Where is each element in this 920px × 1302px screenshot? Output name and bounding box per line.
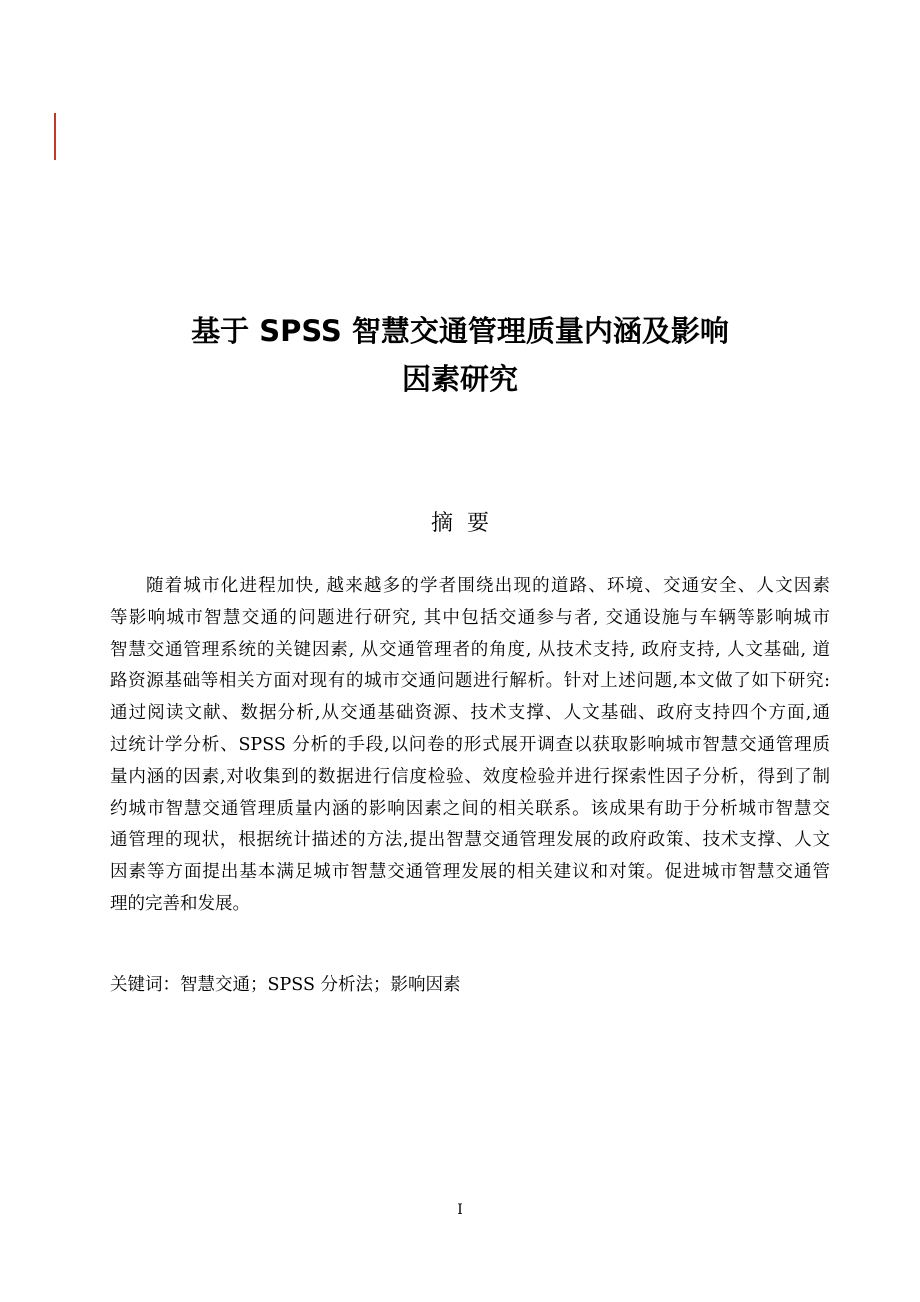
abstract-line: 等影响城市智慧交通的问题进行研究, 其中包括交通参与者, 交通设施与车辆等影响城市 xyxy=(110,607,830,628)
abstract-line: 因素等方面提出基本满足城市智慧交通管理发展的相关建议和对策。促进城市智慧交通管 xyxy=(110,862,830,883)
abstract-body xyxy=(110,571,830,921)
abstract-heading: 摘要 xyxy=(430,511,503,536)
keywords-text: 智慧交通；SPSS 分析法；影响因素 xyxy=(180,975,461,995)
abstract-line: 量内涵的因素,对收集到的数据进行信度检验、效度检验并进行探索性因子分析，得到了制 xyxy=(110,766,830,787)
keywords-label: 关键词： xyxy=(110,975,180,995)
abstract-line: 约城市智慧交通管理质量内涵的影响因素之间的相关联系。该成果有助于分析城市智慧交 xyxy=(110,798,830,819)
page-number: I xyxy=(457,1202,463,1218)
abstract-line: 随着城市化进程加快, 越来越多的学者围绕出现的道路、环境、交通安全、人文因素 xyxy=(146,576,830,596)
abstract-line: 过统计学分析、SPSS 分析的手段,以问卷的形式展开调查以获取影响城市智慧交通管理质 xyxy=(110,734,830,755)
abstract-line: 智慧交通管理系统的关键因素, 从交通管理者的角度, 从技术支持, 政府支持, 人文基础, 道 xyxy=(110,639,830,660)
abstract-line: 理的完善和发展。 xyxy=(110,893,250,914)
abstract-line: 通过阅读文献、数据分析,从交通基础资源、技术支撑、人文基础、政府支持四个方面,通 xyxy=(110,703,830,724)
abstract-line: 路资源基础等相关方面对现有的城市交通问题进行解析。针对上述问题,本文做了如下研究: xyxy=(110,671,830,692)
document-title-line-2: 因素研究 xyxy=(401,362,518,396)
margin-mark xyxy=(54,113,56,160)
document-title-line-1: 基于 SPSS 智慧交通管理质量内涵及影响 xyxy=(191,314,729,348)
keywords xyxy=(110,970,461,1002)
abstract-line: 通管理的现状，根据统计描述的方法,提出智慧交通管理发展的政府政策、技术支撑、人文 xyxy=(110,830,830,851)
